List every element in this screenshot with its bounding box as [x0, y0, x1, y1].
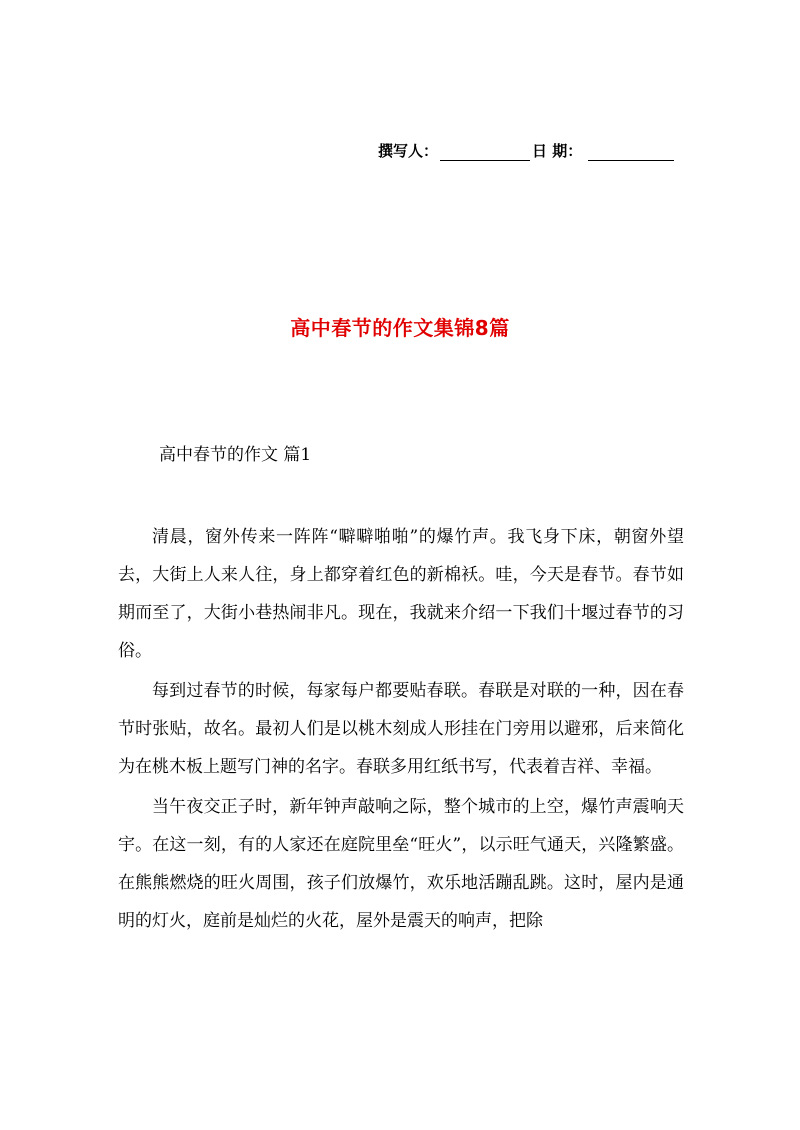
author-label: 撰写人： — [378, 142, 439, 160]
date-label: 日 期： — [532, 142, 583, 160]
author-date-line — [378, 140, 676, 161]
paragraph: 每到过春节的时候，每家每户都要贴春联。春联是对联的一种，因在春节时张贴，故名。最初人们是以桃木刻成人形挂在门旁用以避邪，后来简化为在桃木板上题写门神的名字。春联多用红纸书写，代表着吉祥、幸福。 — [118, 681, 684, 777]
section-heading: 高中春节的作文 篇1 — [159, 445, 312, 465]
essay-body — [118, 518, 684, 942]
date-blank — [588, 144, 674, 161]
author-blank — [440, 144, 530, 161]
paragraph: 当午夜交正子时，新年钟声敲响之际，整个城市的上空，爆竹声震响天宇。在这一刻，有的人家还在庭院里垒“旺火”，以示旺气通天，兴隆繁盛。在熊熊燃烧的旺火周围，孩子们放爆竹，欢乐地活蹦乱跳。这时，屋内是通明的灯火，庭前是灿烂的火花，屋外是震天的响声，把除 — [118, 797, 684, 931]
paragraph: 清晨，窗外传来一阵阵“噼噼啪啪”的爆竹声。我飞身下床，朝窗外望去，大街上人来人往，身上都穿着红色的新棉袄。哇，今天是春节。春节如期而至了，大街小巷热闹非凡。现在，我就来介绍一下我们十堰过春节的习俗。 — [118, 527, 684, 661]
document-title: 高中春节的作文集锦8篇 — [290, 316, 510, 340]
